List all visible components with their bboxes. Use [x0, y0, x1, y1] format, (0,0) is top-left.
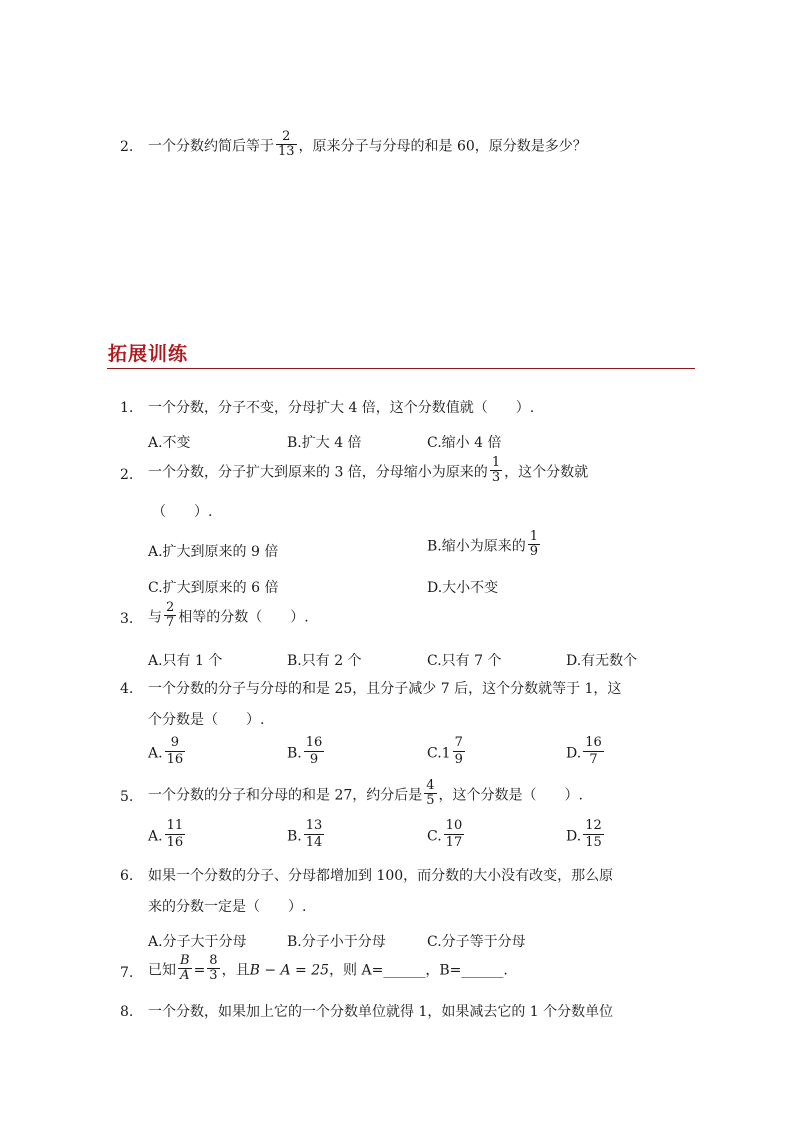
q6-option-a[interactable]: A.分子大于分母: [148, 934, 247, 950]
fraction-denominator: 7: [166, 615, 175, 630]
q4-option-b-fraction: [304, 735, 325, 768]
q2-option-a[interactable]: A.扩大到原来的 9 倍: [148, 544, 279, 560]
fraction-denominator: A: [180, 968, 190, 983]
q2-option-c[interactable]: C.扩大到原来的 6 倍: [148, 580, 279, 596]
q2-stem: [148, 455, 589, 487]
q2-number: 2.: [120, 467, 134, 483]
top-question-text-after: ，原来分子与分母的和是 60，原分数是多少？: [298, 138, 587, 155]
q4-option-a[interactable]: [148, 737, 187, 770]
q1-text: 一个分数，分子不变，分母扩大 4 倍，这个分数值就（ ）.: [148, 400, 535, 416]
fraction-numerator: 9: [165, 735, 186, 752]
q2-option-b-prefix: B.缩小为原来的: [427, 538, 526, 555]
q7-text-after: ，则 A=______，B=______.: [329, 962, 508, 979]
fraction-numerator: 2: [276, 130, 297, 145]
q1-option-b[interactable]: B.扩大 4 倍: [287, 435, 362, 451]
q5-option-d-fraction: [583, 818, 604, 851]
q1-option-a[interactable]: A.不变: [148, 435, 191, 451]
option-label: B.: [287, 828, 302, 845]
fraction-numerator: 8: [209, 953, 218, 968]
q2-fraction: [490, 456, 502, 485]
q3-option-b[interactable]: B.只有 2 个: [287, 653, 362, 669]
q3-text-after: 相等的分数（ ）.: [178, 609, 309, 626]
q7-stem: [148, 953, 508, 985]
option-label: D.: [566, 828, 582, 845]
fraction-denominator: 15: [585, 835, 602, 850]
fraction-numerator: 2: [166, 600, 175, 615]
top-question-stem: [148, 129, 587, 161]
fraction-denominator: 3: [491, 470, 501, 485]
q3-option-d[interactable]: D.有无数个: [566, 653, 638, 669]
q7-number: 7.: [120, 965, 134, 981]
q5-stem: [148, 778, 583, 810]
fraction-numerator: 16: [585, 735, 602, 750]
fraction-denominator: 9: [309, 752, 319, 767]
fraction-numerator: 13: [305, 818, 323, 833]
q3-number: 3.: [120, 611, 134, 627]
q7-fraction-right: [207, 954, 219, 983]
top-question-fraction: [276, 130, 297, 159]
q2-option-b[interactable]: [427, 529, 542, 561]
q5-option-d[interactable]: [566, 820, 606, 853]
q2-text-after: ，这个分数就: [504, 464, 589, 481]
q4-line2: 个分数是（ ）.: [148, 712, 265, 728]
option-label: A.: [148, 745, 163, 762]
q2-line2: （ ）.: [152, 504, 213, 520]
q7-text-before: 已知: [148, 962, 176, 979]
fraction-denominator: 7: [589, 752, 598, 767]
q7-text-mid: ，且: [221, 962, 250, 979]
q6-option-b[interactable]: B.分子小于分母: [287, 934, 386, 950]
fraction-numerator: 7: [454, 735, 463, 750]
q5-option-a-fraction: [165, 818, 186, 851]
fraction-denominator: 9: [454, 752, 463, 767]
q4-option-c-fraction: [453, 735, 465, 768]
q2-text-before: 一个分数，分子扩大到原来的 3 倍，分母缩小为原来的: [148, 464, 488, 481]
q5-fraction: [424, 779, 436, 808]
fraction-numerator: 11: [166, 818, 184, 833]
q4-option-a-fraction: [165, 735, 186, 768]
q6-number: 6.: [120, 868, 134, 884]
q4-option-d-fraction: [583, 735, 604, 768]
fraction-numerator: 16: [305, 735, 323, 750]
option-label: B.: [287, 745, 302, 762]
q6-text: 如果一个分数的分子、分母都增加到 100，而分数的大小没有改变，那么原: [148, 868, 614, 884]
q7-fraction-left: [178, 954, 192, 983]
option-label: D.: [566, 745, 582, 762]
q5-option-a[interactable]: [148, 820, 187, 853]
fraction-numerator: 1: [529, 529, 539, 544]
q4-number: 4.: [120, 681, 134, 697]
q5-text-before: 一个分数的分子和分母的和是 27，约分后是: [148, 787, 423, 804]
fraction-denominator: 9: [529, 544, 539, 559]
fraction-numerator: 10: [445, 818, 463, 833]
q5-option-c-fraction: [444, 818, 465, 851]
q5-option-c[interactable]: [427, 820, 466, 853]
fraction-denominator: 5: [426, 793, 435, 808]
fraction-denominator: 17: [445, 835, 463, 850]
top-question-number: 2.: [120, 139, 134, 155]
fraction-denominator: 16: [166, 835, 184, 850]
q6-option-c[interactable]: C.分子等于分母: [427, 934, 526, 950]
q5-option-b-fraction: [304, 818, 325, 851]
q3-text-before: 与: [148, 609, 162, 626]
fraction-denominator: 14: [305, 835, 323, 850]
q4-text: 一个分数的分子与分母的和是 25，且分子减少 7 后，这个分数就等于 1，这: [148, 681, 622, 697]
fraction-numerator: 12: [585, 818, 602, 833]
q6-line2: 来的分数一定是（ ）.: [148, 899, 307, 915]
q5-option-b[interactable]: [287, 820, 326, 853]
fraction-denominator: 16: [166, 752, 184, 767]
section-title: 拓展训练: [108, 343, 189, 365]
fraction-numerator: 1: [491, 455, 501, 470]
q3-fraction: [164, 601, 176, 630]
q4-option-b[interactable]: [287, 737, 326, 770]
fraction-numerator: 4: [426, 778, 435, 793]
option-label: C.: [427, 828, 442, 845]
q2-option-d[interactable]: D.大小不变: [427, 580, 499, 596]
q3-option-c[interactable]: C.只有 7 个: [427, 653, 502, 669]
q4-option-d[interactable]: [566, 737, 606, 770]
q7-equals: =: [193, 962, 206, 979]
q8-text: 一个分数，如果加上它的一个分数单位就得 1，如果减去它的 1 个分数单位: [148, 1004, 614, 1020]
q7-expression: B − A = 25: [249, 962, 330, 979]
q1-number: 1.: [120, 400, 134, 416]
q3-stem: [148, 600, 309, 632]
mixed-whole: 1: [441, 745, 451, 762]
top-question-text-before: 一个分数约简后等于: [148, 138, 274, 155]
q3-option-a[interactable]: A.只有 1 个: [148, 653, 223, 669]
q5-text-after: ，这个分数是（ ）.: [438, 787, 583, 804]
q2-option-b-fraction: [528, 530, 540, 559]
q8-number: 8.: [120, 1004, 134, 1020]
fraction-denominator: 13: [278, 144, 295, 159]
section-divider: [107, 368, 695, 369]
fraction-numerator: B: [180, 953, 190, 968]
option-label: C.: [427, 745, 442, 762]
q4-option-c[interactable]: [427, 737, 467, 770]
option-label: A.: [148, 828, 163, 845]
fraction-denominator: 3: [209, 968, 218, 983]
q5-number: 5.: [120, 789, 134, 805]
q1-option-c[interactable]: C.缩小 4 倍: [427, 435, 502, 451]
